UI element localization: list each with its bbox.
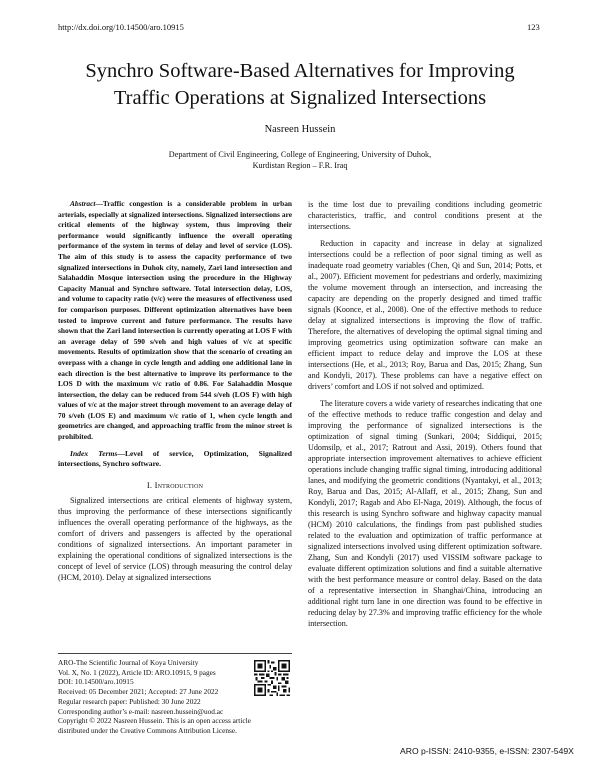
copyright-line: Copyright © 2022 Nasreen Hussein. This is an open access article <box>58 716 251 726</box>
received-accepted: Received: 05 December 2021; Accepted: 27 June 2022 <box>58 687 219 697</box>
index-terms <box>58 449 292 470</box>
corresponding-email[interactable]: Corresponding author’s e-mail: nasreen.hussein@uod.ac <box>58 706 224 716</box>
affiliation-line-1: Department of Civil Engineering, College of Engineering, University of Duhok, <box>168 150 432 159</box>
section-heading-introduction: I. Introduction <box>146 479 204 490</box>
volume-info: Vol. X, No. 1 (2022), Article ID: ARO.10915, 9 pages <box>58 667 216 677</box>
body-paragraph-continued: is the time lost due to prevailing conditions including geometric characteristics, traffic, and control conditions present at the intersections. <box>308 200 542 231</box>
footnote-doi[interactable]: DOI: 10.14500/aro.10915 <box>58 677 134 687</box>
index-terms-label: Index Terms <box>70 448 118 458</box>
intro-paragraph: Signalized intersections are critical elements of highway system, thus improving the performance of these intersections significantly influences the overall operating performance of the highways, as the comfort of drivers and passengers is affected by the operational conditions of signalized intersections. An important parameter in explaining the operational conditions of signalized intersections is the concept of level of service (LOS) through measuring the control delay (HCM, 2010). Delay at signalized intersections <box>58 495 292 582</box>
paper-title <box>40 58 560 112</box>
title-line-1: Synchro Software-Based Alternatives for Improving <box>85 60 515 82</box>
author-name: Nasreen Hussein <box>264 124 336 135</box>
abstract-label: Abstract <box>70 199 96 208</box>
article-info-footnote <box>58 653 292 736</box>
body-paragraph: Reduction in capacity and increase in delay at signalized intersections could be a reflection of poor signal timing as well as inadequate road geometry variables (Chen, Qi and Sun, 2014; Potts, et al., 2007). Efficient movement for pedestrians and orderly, maximizing the volume movement through an intersection, and increasing the capacity are depending on the properly designed and timed traffic signals (Koonce, et al., 2008). One of the effective methods to reduce delay at signalized intersections is improving the flow of traffic. Therefore, the alternatives of developing the optimal signal timing and improving geometrics using optimization software can make an efficient impact to reduce delay and improve the LOS at these intersections (He, et al., 2013; Roy, Barua and Das, 2015; Zhang, Sun and Kondyli, 2017). These problems can have a negative effect on drivers’ comfort and LOS if not solved and optimized. <box>308 239 542 391</box>
license-line: distributed under the Creative Commons Attribution License. <box>58 725 237 735</box>
footnote-meta <box>58 658 292 736</box>
journal-name: ARO-The Scientific Journal of Koya University <box>58 658 199 667</box>
index-terms-text: —Level of service, Optimization, Signalized intersections, Synchro software. <box>58 448 292 469</box>
abstract <box>58 199 292 443</box>
published-date: Regular research paper: Published: 30 June 2022 <box>58 696 201 706</box>
body-paragraph: The literature covers a wide variety of researches indicating that one of the effective methods to reduce traffic congestion and delay and improving the performance of signalized intersections is the optimization of signal timing (Sunkari, 2004; Siddiqui, 2015; Udomsilp, et al., 2017; Ratrout and Assi, 2019). Others found that appropriate intersection improvement alternatives to achieve efficient operations include changing traffic signal timing, introducing additional lanes, and modifying the geometric conditions (Nyantakyi, et al., 2013; Roy, Barua and Das, 2015; Al-Allaff, et al., 2015; Zhang, Sun and Kondyli, 2017; Ragab and Abo El-Naga, 2019). Although, the focus of this research is using Synchro software and highway capacity manual (HCM) 2010 calculations, the findings from past published studies related to the evaluation and optimization of traffic performance at signalized intersections involved using different optimization software. Zhang, Sun and Kondyli (2017) used VISSIM software package to evaluate different optimization solutions and find a suitable alternative with the best performance measure or control delay. Based on the data of a representative intersection in Shanghai/China, introducing an additional right turn lane in one direction was found to be effective in reducing delay by 27.3% and improving traffic efficiency for the whole intersection. <box>308 399 542 628</box>
affiliation-line-2: Kurdistan Region – F.R. Iraq <box>252 161 348 170</box>
abstract-text: —Traffic congestion is a considerable problem in urban arterials, especially at signalized intersections. Signalized intersections are critical elements of the highway system, thus improving their performance would significantly influence the overall operating performance of the system in terms of delay and level of service (LOS). The aim of this study is to assess the capacity performance of two signalized intersections in Duhok city, namely, Zari land intersection and Salahaddin Mosque intersection using the procedure in the Highway Capacity Manual and Synchro software. Total intersection delay, LOS, and volume to capacity ratio (v/c) were the measures of effectiveness used for comparison purposes. Different optimization alternatives have been tested to improve current and future performance. The results have shown that the Zari land intersection is currently operating at LOS F with an average delay of 590 s/veh and high values of v/c at specific movements. Results of optimization show that the scenario of creating an overpass with a change in cycle length and adding one additional lane in each direction is the best alternative to improve its performance to the LOS D with the maximum v/c ratio of 0.86. For Salahaddin Mosque intersection, the delay can be reduced from 544 s/veh (LOS F) with high values of v/c at the major street through movement to an average delay of 70 s/veh (LOS E) and maximum v/c ratio of 1, when cycle length and geometrics are changed, and approaching traffic from the minor street is prohibited. <box>58 199 292 442</box>
left-column <box>58 199 292 583</box>
header-page-number: 123 <box>527 22 540 32</box>
footer-issn: ARO p-ISSN: 2410-9355, e-ISSN: 2307-549X <box>400 746 574 756</box>
title-line-2: Traffic Operations at Signalized Intersections <box>113 87 487 109</box>
header-doi[interactable]: http://dx.doi.org/10.14500/aro.10915 <box>58 22 184 32</box>
affiliation <box>100 149 500 171</box>
qr-code-icon[interactable] <box>254 660 290 696</box>
right-column <box>308 199 542 629</box>
